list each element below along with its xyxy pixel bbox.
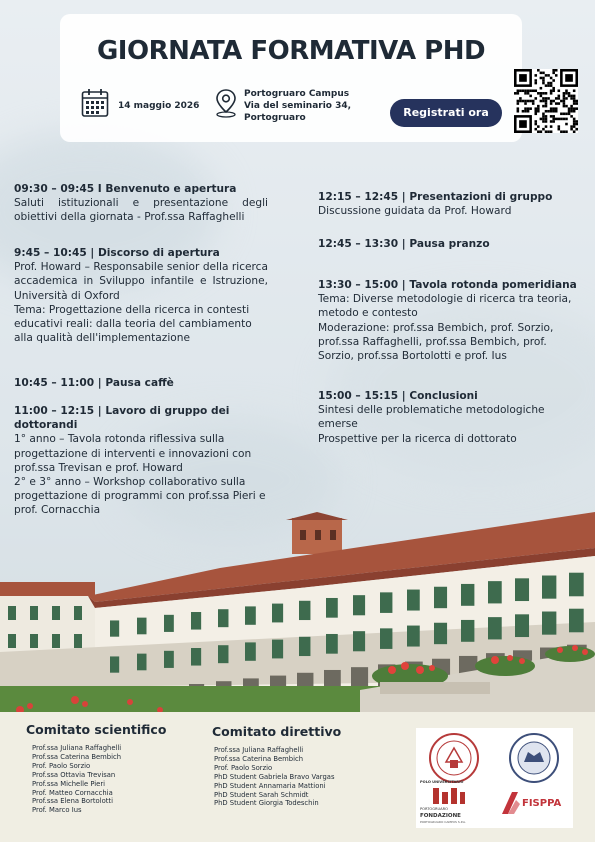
program-item-presentations [318,190,580,218]
item-text: Sintesi delle problematiche metodologiche emerse [318,404,545,431]
item-text: Saluti istituzionali e presentazione degli obiettivi della giornata - Prof.ssa Raffaghelli [14,197,268,224]
header-card [60,14,522,142]
item-text: 2° e 3° anno – Workshop collaborativo sulla progettazione di programmi con prof.ssa Pieri e prof. Cornacchia [14,476,266,517]
list-item: Prof.ssa Elena Bortolotti [32,797,113,806]
scientific-committee-title: Comitato scientifico [26,722,167,737]
program-item-welcome [14,182,268,225]
program-item-roundtable [318,278,580,363]
fisppa-logo-icon [500,790,520,816]
campus-building-illustration [0,510,595,720]
list-item: PhD Student Gabriela Bravo Vargas [214,772,335,781]
qr-code-icon[interactable] [514,69,578,133]
item-heading: 13:30 – 15:00 | Tavola rotonda pomeridiana [318,279,577,291]
program-item-groupwork [14,404,268,518]
list-item: Prof.ssa Juliana Raffaghelli [214,746,304,754]
location-line: Via del seminario 34, [244,101,352,111]
calendar-icon [81,88,109,118]
polo-label: POLO UNIVERSITARIO [420,780,464,784]
program-item-coffee [14,376,268,390]
partner-logos [416,728,573,828]
item-heading: 10:45 – 11:00 | Pausa caffè [14,377,174,389]
item-heading: 15:00 – 15:15 | Conclusioni [318,390,478,402]
event-date: 14 maggio 2026 [118,101,200,111]
university-seal-icon [428,732,480,784]
event-location [244,88,351,124]
item-heading: 09:30 – 09:45 I Benvenuto e apertura [14,183,237,195]
register-button[interactable]: Registrati ora [390,99,502,127]
item-text: Moderazione: prof.ssa Bembich, prof. Sorzio, prof.ssa Raffaghelli, prof.ssa Bembich, prof. Sorzio, prof.ssa Bortolotti e prof. Ius [318,321,554,363]
list-item: Prof.ssa Michelle Pieri [32,779,106,788]
location-pin-icon [214,88,238,118]
fondazione-sublabel: PORTOGRUARO CAMPUS S.P.A. [420,820,466,824]
list-item: PhD Student Sarah Schmidt [214,790,309,799]
item-text: Prof. Howard – Responsabile senior della ricerca accademica in Sviluppo infantile e Istruzione, Università di Oxford [14,261,268,302]
list-item: Prof. Paolo Sorzio [32,761,91,770]
polo-logo-icon [432,786,466,804]
item-heading: 9:45 – 10:45 | Discorso di apertura [14,247,220,259]
list-item: Prof.ssa Juliana Raffaghelli [32,744,122,752]
item-text: Tema: Progettazione della ricerca in contesti educativi reali: dalla teoria del cambiamento alla qualità dell'implementazione [14,303,252,345]
page-title: GIORNATA FORMATIVA PHD [96,36,486,66]
item-text: 1° anno – Tavola rotonda riflessiva sulla progettazione di interventi e innovazioni con prof.ssa Trevisan e prof. Howard [14,433,252,474]
location-line: Portogruaro [244,113,306,123]
item-heading: 12:15 – 12:45 | Presentazioni di gruppo [318,191,553,203]
fisppa-label: FISPPA [522,798,562,809]
polo-sublabel: PORTOGRUARO [420,807,448,811]
direttivo-committee-title: Comitato direttivo [212,724,342,739]
item-text: Tema: Diverse metodologie di ricerca tra teoria, metodo e contesto [318,293,572,320]
item-heading: 12:45 – 13:30 | Pausa pranzo [318,238,490,250]
list-item: Prof.ssa Caterina Bembich [32,752,122,761]
portogruaro-seal-icon [508,732,560,784]
program-item-conclusions [318,389,580,446]
list-item: Prof. Paolo Sorzio [214,763,273,772]
list-item: Prof. Matteo Cornacchia [32,788,113,797]
scientific-committee-list [32,744,121,815]
program-item-lunch [318,237,580,251]
fondazione-label: FONDAZIONE [420,813,461,819]
item-text: Discussione guidata da Prof. Howard [318,205,512,218]
list-item: PhD Student Annamaria Mattioni [214,781,326,790]
list-item: Prof.ssa Ottavia Trevisan [32,770,116,779]
program-item-keynote [14,246,268,345]
location-line: Portogruaro Campus [244,89,350,99]
item-text: Prospettive per la ricerca di dottorato [318,432,517,445]
list-item: PhD Student Giorgia Todeschin [214,799,319,808]
direttivo-committee-list [214,746,335,808]
item-heading: 11:00 – 12:15 | Lavoro di gruppo dei dottorandi [14,405,230,432]
list-item: Prof. Marco Ius [32,806,82,815]
list-item: Prof.ssa Caterina Bembich [214,754,304,763]
